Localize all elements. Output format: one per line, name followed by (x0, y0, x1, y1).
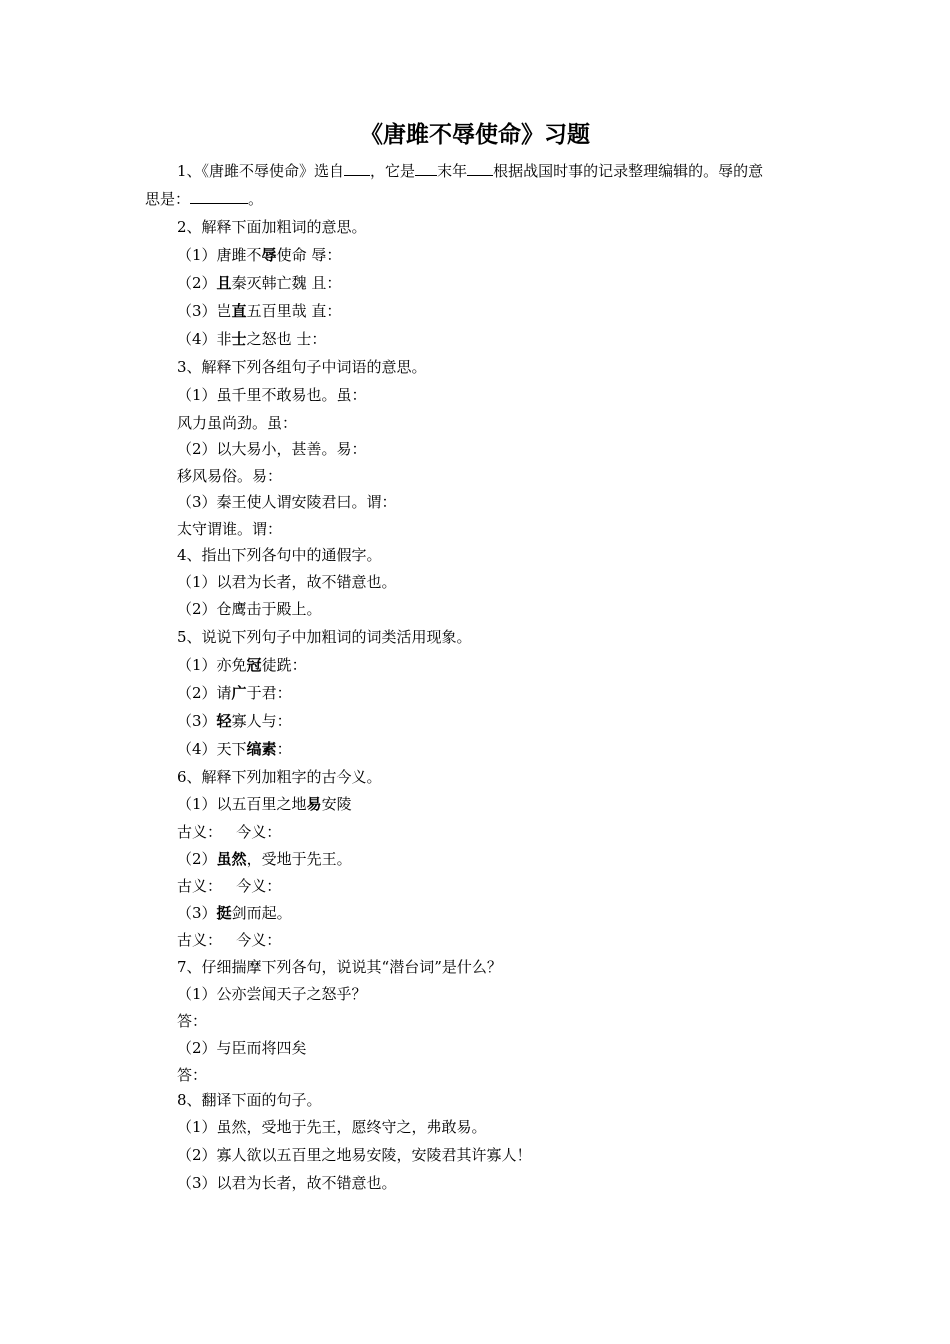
q2-item-4 (177, 328, 950, 350)
q7-line-2: （2）与臣而将四矣 (177, 1039, 307, 1057)
q1-blank-era (415, 161, 437, 176)
q6-item-1-bold: 易 (306, 795, 322, 813)
q3-line-3: （2）以大易小，甚善。易： (177, 440, 367, 458)
q6-item-2-post: ，受地于先王。 (246, 850, 352, 868)
question-3-heading: 3、解释下列各组句子中词语的意思。 (177, 358, 427, 376)
q2-item-4-pre: （4）非 (177, 330, 232, 348)
q3-line-1: （1）虽千里不敢易也。虽： (177, 386, 367, 404)
q2-item-1-post: 使命 辱： (276, 246, 342, 264)
q2-item-3-pre: （3）岂 (177, 302, 232, 320)
q5-item-2-pre: （2）请 (177, 684, 232, 702)
q3-line-5: （3）秦王使人谓安陵君曰。谓： (177, 493, 397, 511)
q2-item-1-bold: 辱 (261, 246, 277, 264)
q1-text-c: 末年 (437, 162, 468, 180)
q6-gujin-1: 古义： 今义： (177, 823, 282, 841)
q1-text-a: 1、《唐雎不辱使命》选自 (177, 162, 345, 180)
q1-text-b: ，它是 (370, 162, 416, 180)
q2-item-2-post: 秦灭韩亡魏 且： (231, 274, 342, 292)
q5-item-2-post: 于君： (246, 684, 292, 702)
q7-answer-1: 答： (177, 1012, 208, 1030)
q5-item-4-post: ： (276, 740, 292, 758)
q5-item-1-pre: （1）亦免 (177, 656, 247, 674)
q5-item-4-pre: （4）天下 (177, 740, 247, 758)
q6-item-3 (177, 902, 950, 924)
q6-gujin-2: 古义： 今义： (177, 877, 282, 895)
q1-text-f: 。 (248, 190, 264, 208)
q6-item-1-post: 安陵 (321, 795, 352, 813)
q8-line-1: （1）虽然，受地于先王，愿终守之，弗敢易。 (177, 1118, 487, 1136)
q8-line-2: （2）寡人欲以五百里之地易安陵，安陵君其许寡人！ (177, 1146, 532, 1164)
question-1-line-1 (177, 160, 817, 182)
question-7-heading: 7、仔细揣摩下列各句，说说其“潜台词”是什么？ (177, 958, 502, 976)
q2-item-2-bold: 且 (216, 274, 232, 292)
q2-item-2-pre: （2） (177, 274, 217, 292)
q2-item-3-bold: 直 (231, 302, 247, 320)
q2-item-2 (177, 272, 950, 294)
q3-line-2: 风力虽尚劲。虽： (177, 414, 298, 432)
q2-item-4-post: 之怒也 士： (246, 330, 327, 348)
question-4-heading: 4、指出下列各句中的通假字。 (177, 546, 382, 564)
q2-item-3 (177, 300, 950, 322)
q6-item-2-bold: 虽然 (216, 850, 247, 868)
q6-item-1-pre: （1）以五百里之地 (177, 795, 307, 813)
q5-item-2 (177, 682, 950, 704)
q1-blank-author (467, 161, 493, 176)
q8-line-3: （3）以君为长者，故不错意也。 (177, 1174, 397, 1192)
q4-line-1: （1）以君为长者，故不错意也。 (177, 573, 397, 591)
q3-line-4: 移风易俗。易： (177, 467, 283, 485)
document-title: 《唐雎不辱使命》习题 (360, 122, 590, 148)
q5-item-1-post: 徒跣： (261, 656, 307, 674)
q5-item-4 (177, 738, 950, 760)
q5-item-3-pre: （3） (177, 712, 217, 730)
question-1-line-2 (145, 188, 950, 210)
q1-blank-source (344, 161, 370, 176)
question-6-heading: 6、解释下列加粗字的古今义。 (177, 768, 382, 786)
q7-line-1: （1）公亦尝闻天子之怒乎？ (177, 985, 367, 1003)
q5-item-4-bold: 缟素 (246, 740, 277, 758)
q5-item-3 (177, 710, 950, 732)
q6-gujin-3: 古义： 今义： (177, 931, 282, 949)
q5-item-3-bold: 轻 (216, 712, 232, 730)
q6-item-2-pre: （2） (177, 850, 217, 868)
q6-item-2 (177, 848, 950, 870)
q4-line-2: （2）仓鹰击于殿上。 (177, 600, 322, 618)
q6-item-3-post: 剑而起。 (231, 904, 292, 922)
q6-item-3-pre: （3） (177, 904, 217, 922)
question-2-heading: 2、解释下面加粗词的意思。 (177, 218, 367, 236)
q7-answer-2: 答： (177, 1066, 208, 1084)
q5-item-1-bold: 冠 (246, 656, 262, 674)
q1-text-d: 根据战国时事的记录整理编辑的。辱的意 (493, 162, 764, 180)
q2-item-3-post: 五百里哉 直： (246, 302, 342, 320)
q2-item-1-pre: （1）唐雎不 (177, 246, 262, 264)
q5-item-1 (177, 654, 950, 676)
q2-item-1 (177, 244, 950, 266)
q5-item-2-bold: 广 (231, 684, 247, 702)
q3-line-6: 太守谓谁。谓： (177, 520, 283, 538)
q6-item-3-bold: 挺 (216, 904, 232, 922)
q6-item-1 (177, 793, 950, 815)
q1-text-e: 思是： (145, 190, 191, 208)
q5-item-3-post: 寡人与： (231, 712, 292, 730)
question-5-heading: 5、说说下列句子中加粗词的词类活用现象。 (177, 628, 472, 646)
question-8-heading: 8、翻译下面的句子。 (177, 1091, 322, 1109)
q1-blank-meaning (190, 189, 248, 204)
q2-item-4-bold: 士 (231, 330, 247, 348)
